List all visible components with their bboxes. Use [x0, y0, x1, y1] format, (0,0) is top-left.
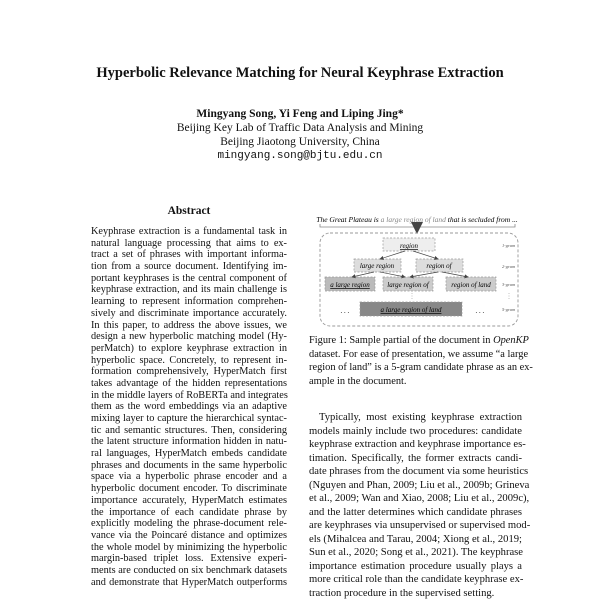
- text-line: region of land” is a 5-gram candidate phrase as an ex-: [309, 362, 533, 373]
- body-paragraph: [309, 411, 531, 600]
- paper-title: Hyperbolic Relevance Matching for Neural Keyphrase Extraction: [96, 65, 504, 81]
- text-line: phrases and documents in the same hyperbolic: [91, 459, 287, 471]
- text-line: are keyphrases via unsupervised or supervised mod-: [309, 520, 531, 531]
- text-line: tion from a source document. Identifying im-: [91, 261, 287, 273]
- text-line: models mainly include two procedures: candidate: [309, 425, 522, 437]
- text-line: ral languages, HyperMatch embeds candidate: [91, 448, 287, 460]
- text-line: Typically, most existing keyphrase extraction: [319, 412, 522, 423]
- abstract-heading: Abstract: [167, 205, 211, 217]
- text-line: tic and semantic structures. Then, considering: [91, 424, 287, 436]
- text-line: the latent structure information hidden in natu-: [91, 436, 287, 448]
- text-line: els (Mihalcea and Tarau, 2004; Xiong et al., 2019;: [309, 533, 522, 545]
- gram-label-1: 1-gram: [502, 243, 516, 248]
- text-line: portant keyphrases is the central component of: [91, 272, 287, 284]
- author-email: mingyang.song@bjtu.edu.cn: [217, 150, 383, 162]
- node-3gram-c: region of land: [451, 281, 491, 289]
- text-line: et al., 2009; Wan and Xiao, 2008; Liu et al., 2009c),: [309, 493, 530, 504]
- text-line: them as the word embeddings via an adaptive: [91, 401, 287, 413]
- text-line: and the latter determines which candidate phrases: [309, 506, 522, 518]
- text-line: Keyphrase extraction is a fundamental task in: [91, 226, 287, 237]
- text-line: more critical role than the candidate keyphrase ex-: [309, 574, 524, 585]
- figure-sentence: The Great Plateau is a large region of land that is secluded from ...: [316, 215, 518, 224]
- gram-label-2: 2-gram: [502, 264, 516, 269]
- text-line: importance accurately, HyperMatch estimates: [91, 494, 287, 506]
- text-line: ments are conducted on six benchmark datasets: [91, 564, 287, 576]
- text-line: takes advantage of the hidden representations: [91, 377, 287, 389]
- gram-label-5: 5-gram: [502, 307, 516, 312]
- text-line: the whole model by minimizing the hyperbolic: [91, 541, 287, 553]
- text-line: mixing layer to capture the hierarchical syntac-: [91, 413, 287, 424]
- text-line: perMatch) to explore keyphrase extraction in: [91, 342, 287, 354]
- node-3gram-a: a large region: [330, 281, 370, 289]
- text-line: ample in the document.: [309, 375, 407, 387]
- text-line: date phrases from the document via some heuristics: [309, 466, 529, 477]
- text-line: tract a set of phrases with important informa-: [91, 249, 287, 261]
- text-line: keyphrase extraction, and its main challenge is: [91, 284, 287, 296]
- text-line: dataset. For ease of presentation, we assume “a large: [309, 348, 529, 360]
- abstract-text: [91, 226, 287, 588]
- text-line: the importance of each candidate phrase by: [91, 506, 287, 518]
- text-line: hyperbolic space. Concretely, to represent in-: [91, 354, 287, 366]
- text-line: vance via the Poincaré distance and optimizes: [91, 529, 287, 541]
- text-line: (Nguyen and Phan, 2009; Liu et al., 2009b; Grineva: [309, 479, 530, 491]
- node-3gram-b: large region of: [387, 281, 429, 289]
- text-line: hyperbolic document encoder. To discriminate: [91, 483, 287, 495]
- text-line: learning to represent information comprehen-: [91, 296, 287, 308]
- text-line: explicitly modeling the phrase-document rele-: [91, 518, 287, 530]
- text-line: keyphrase extraction and keyphrase importance es-: [309, 439, 526, 450]
- text-line: traction procedure in the supervised setting.: [309, 587, 495, 599]
- gram-label-3: 3-gram: [502, 282, 516, 287]
- figure-caption: [309, 334, 533, 388]
- text-line: in the middle layers of RoBERTa and integrates: [91, 389, 288, 401]
- text-line: Figure 1: Sample partial of the document in OpenKP: [309, 335, 529, 346]
- node-2gram-b: region of: [426, 262, 452, 270]
- affiliation-lab: Beijing Key Lab of Traffic Data Analysis and Mining: [176, 122, 424, 134]
- text-line: natural language processing that aims to ex-: [91, 237, 287, 249]
- text-line: design a new hyperbolic matching model (Hy-: [91, 331, 287, 343]
- figure-1: [300, 205, 530, 330]
- node-5gram: a large region of land: [380, 306, 442, 314]
- node-2gram-a: large region: [359, 262, 395, 270]
- text-line: timation. Specifically, the former extracts candi-: [309, 452, 522, 464]
- text-line: sively and discriminate importance accurately.: [91, 307, 287, 319]
- affiliation-university: Beijing Jiaotong University, China: [220, 136, 380, 148]
- text-line: Sun et al., 2020; Song et al., 2021). The keyphrase: [309, 547, 523, 558]
- ellipsis-left: . . .: [340, 307, 350, 315]
- text-line: margin-based triplet loss. Extensive experi-: [91, 553, 287, 565]
- authors: Mingyang Song, Yi Feng and Liping Jing*: [196, 108, 404, 120]
- text-line: formation comprehensively, HyperMatch first: [91, 366, 287, 378]
- node-1gram: region: [399, 242, 419, 250]
- text-line: importance estimation procedure usually plays a: [309, 560, 522, 572]
- text-line: and demonstrate that HyperMatch outperforms: [91, 576, 287, 588]
- text-line: space via a hyperbolic phrase encoder and a: [91, 471, 287, 483]
- text-line: In this paper, to address the above issues, we: [91, 319, 287, 331]
- ellipsis-right: . . .: [475, 307, 485, 315]
